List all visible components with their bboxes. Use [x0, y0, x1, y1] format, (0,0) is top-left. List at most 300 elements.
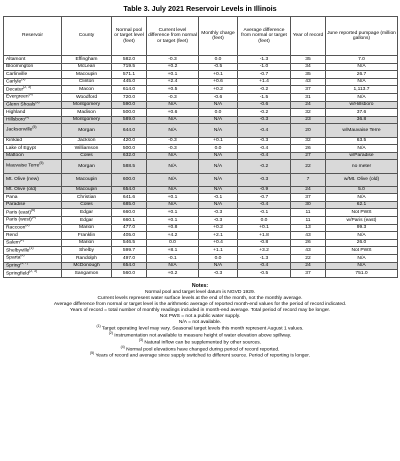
reservoir-name-cell — [4, 160, 62, 173]
county-cell: McDonough — [62, 262, 112, 270]
footnote — [3, 333, 397, 340]
pumpage-cell: 63.5 — [326, 137, 398, 145]
pumpage-cell: Not PWS — [326, 247, 398, 255]
monthly-change-cell: +0.2 — [199, 224, 238, 232]
normal-level-cell: 405.0 — [112, 232, 147, 240]
pumpage-cell: 5.0 — [326, 186, 398, 194]
pumpage-cell: w/Paradise — [326, 152, 398, 160]
avg-diff-cell: 0.0 — [238, 217, 291, 225]
normal-level-cell: 571.1 — [112, 71, 147, 79]
column-header: Current level difference from normal or target (feet) — [147, 17, 199, 56]
table-row — [4, 101, 398, 109]
pumpage-cell: 7.0 — [326, 56, 398, 64]
pumpage-cell: N/A — [326, 262, 398, 270]
normal-level-cell: 641.6 — [112, 194, 147, 202]
reservoir-name: Salem — [6, 240, 20, 246]
avg-diff-cell: -0.3 — [238, 116, 291, 124]
monthly-change-cell: N/A — [199, 116, 238, 124]
pumpage-cell: 1,113.7 — [326, 86, 398, 94]
current-diff-cell: N/A — [147, 101, 199, 109]
year-cell: 11 — [291, 217, 326, 225]
monthly-change-cell: 0.0 — [199, 56, 238, 64]
table-row — [4, 109, 398, 117]
year-cell: 24 — [291, 262, 326, 270]
table-row — [4, 224, 398, 232]
reservoir-name-cell — [4, 255, 62, 263]
monthly-change-cell: -0.6 — [199, 93, 238, 101]
footnote-marker: (4, 7) — [20, 262, 29, 265]
table-row — [4, 209, 398, 217]
table-row — [4, 56, 398, 64]
pumpage-cell: N/A — [326, 145, 398, 153]
county-cell: Jackson — [62, 137, 112, 145]
avg-diff-cell: +1.4 — [238, 78, 291, 86]
footnote — [3, 353, 397, 360]
monthly-change-cell: -0.3 — [199, 270, 238, 278]
column-header: Monthly charge (feet) — [199, 17, 238, 56]
avg-diff-cell: +1.8 — [238, 232, 291, 240]
reservoir-name-cell — [4, 101, 62, 109]
avg-diff-cell: -0.4 — [238, 201, 291, 209]
reservoir-name-cell — [4, 217, 62, 225]
county-cell: Shelby — [62, 247, 112, 255]
year-cell: 34 — [291, 63, 326, 71]
reservoir-name-cell — [4, 194, 62, 202]
table-row — [4, 78, 398, 86]
pumpage-cell: 37.6 — [326, 109, 398, 117]
county-cell: Macoupin — [62, 186, 112, 194]
county-cell: Woodford — [62, 93, 112, 101]
current-diff-cell: +0.1 — [147, 209, 199, 217]
county-cell: Macon — [62, 86, 112, 94]
header-row — [4, 17, 398, 56]
year-cell: 43 — [291, 78, 326, 86]
normal-level-cell: 660.1 — [112, 217, 147, 225]
year-cell: 30 — [291, 201, 326, 209]
reservoir-name: Bloomington — [6, 64, 34, 70]
monthly-change-cell: N/A — [199, 101, 238, 109]
pumpage-cell: 99.3 — [326, 224, 398, 232]
normal-level-cell: 445.0 — [112, 78, 147, 86]
normal-level-cell: 632.0 — [112, 152, 147, 160]
reservoir-name: Carlyle — [6, 79, 22, 85]
table-row — [4, 194, 398, 202]
county-cell: Morgan — [62, 160, 112, 173]
normal-level-cell: 719.5 — [112, 63, 147, 71]
county-cell: Coles — [62, 201, 112, 209]
current-diff-cell: +0.2 — [147, 270, 199, 278]
table-row — [4, 239, 398, 247]
year-cell: 23 — [291, 116, 326, 124]
current-diff-cell: +0.8 — [147, 224, 199, 232]
reservoir-name: Paradise — [6, 202, 26, 208]
reservoir-name: Pana — [6, 194, 18, 200]
year-cell: 32 — [291, 109, 326, 117]
reservoir-name: Mt. Olive (new) — [6, 176, 39, 182]
pumpage-cell: N/A — [326, 232, 398, 240]
reservoir-name: Kinkaid — [6, 138, 23, 144]
current-diff-cell: +0.2 — [147, 63, 199, 71]
reservoir-name: Mattoon — [6, 153, 24, 159]
notes-heading: Notes: — [191, 282, 209, 289]
pumpage-cell: N/A — [326, 93, 398, 101]
county-cell: Morgan — [62, 124, 112, 137]
county-cell: Franklin — [62, 232, 112, 240]
county-cell: Marion — [62, 239, 112, 247]
reservoir-name-cell — [4, 239, 62, 247]
monthly-change-cell: -0.3 — [199, 217, 238, 225]
normal-level-cell: 560.0 — [112, 270, 147, 278]
current-diff-cell: +0.1 — [147, 217, 199, 225]
year-cell: 37 — [291, 270, 326, 278]
monthly-change-cell: +0.1 — [199, 137, 238, 145]
normal-level-cell: 546.5 — [112, 239, 147, 247]
footnote-marker: (2) — [20, 254, 25, 258]
reservoir-levels-table — [3, 16, 398, 278]
year-cell: 13 — [291, 224, 326, 232]
year-cell: 31 — [291, 93, 326, 101]
footnote-marker: (2) — [108, 331, 113, 336]
monthly-change-cell: N/A — [199, 201, 238, 209]
reservoir-name-cell — [4, 209, 62, 217]
table-row — [4, 145, 398, 153]
pumpage-cell: Not PWS — [326, 209, 398, 217]
current-diff-cell: -0.1 — [147, 255, 199, 263]
table-title: Table 3. July 2021 Reservoir Levels in Illinois — [123, 4, 277, 13]
footnote-marker: (1) — [21, 78, 26, 82]
current-diff-cell: N/A — [147, 262, 199, 270]
table-body — [4, 56, 398, 278]
avg-diff-cell: -0.6 — [238, 101, 291, 109]
county-cell: Edgar — [62, 217, 112, 225]
reservoir-name-cell — [4, 152, 62, 160]
footnote-marker: (1) — [96, 324, 101, 329]
footnote-marker: (2, 3) — [23, 85, 32, 89]
table-row — [4, 232, 398, 240]
monthly-change-cell: +1.1 — [199, 247, 238, 255]
table-row — [4, 270, 398, 278]
footnote-marker: (2) — [19, 239, 25, 243]
table-row — [4, 124, 398, 137]
year-cell: 26 — [291, 239, 326, 247]
current-diff-cell: -0.3 — [147, 145, 199, 153]
year-cell: 35 — [291, 71, 326, 79]
year-cell: 24 — [291, 186, 326, 194]
current-diff-cell: +4.2 — [147, 232, 199, 240]
avg-diff-cell: -0.2 — [238, 86, 291, 94]
pumpage-cell: w/Paris (east) — [326, 217, 398, 225]
monthly-change-cell: -0.3 — [199, 209, 238, 217]
county-cell: Montgomery — [62, 101, 112, 109]
pumpage-cell: N/A — [326, 78, 398, 86]
column-header: Normal pool or target level (feet) — [112, 17, 147, 56]
monthly-change-cell: +2.1 — [199, 232, 238, 240]
reservoir-name: Glenn Shoals — [6, 102, 36, 108]
reservoir-name-cell — [4, 173, 62, 186]
table-row — [4, 201, 398, 209]
reservoir-name: Paris (west) — [6, 217, 32, 223]
reservoir-name: Hillsboro — [6, 117, 26, 123]
reservoir-name-cell — [4, 116, 62, 124]
current-diff-cell: N/A — [147, 116, 199, 124]
county-cell: Effingham — [62, 56, 112, 64]
reservoir-name: Rend — [6, 232, 18, 238]
table-row — [4, 186, 398, 194]
year-cell: 26 — [291, 145, 326, 153]
table-row — [4, 262, 398, 270]
normal-level-cell: 614.0 — [112, 86, 147, 94]
footnote-marker: (2, 3) — [29, 269, 38, 273]
year-cell: 35 — [291, 56, 326, 64]
avg-diff-cell: -1.5 — [238, 93, 291, 101]
footnote-text: Natural inflow can be supplemented by other sources. — [143, 340, 262, 346]
table-row — [4, 173, 398, 186]
year-cell: 24 — [291, 101, 326, 109]
reservoir-name-cell — [4, 270, 62, 278]
normal-level-cell: 497.0 — [112, 255, 147, 263]
pumpage-cell: w/Mauvaise Terre — [326, 124, 398, 137]
table-row — [4, 247, 398, 255]
pumpage-cell: N/A — [326, 255, 398, 263]
current-diff-cell: N/A — [147, 201, 199, 209]
note-line: Normal pool and target level datum is NGVD 1929. — [144, 289, 256, 295]
normal-level-cell: 477.0 — [112, 224, 147, 232]
reservoir-name: Raccoon — [6, 225, 26, 231]
year-cell: 37 — [291, 194, 326, 202]
monthly-change-cell: -0.5 — [199, 63, 238, 71]
reservoir-name-cell — [4, 145, 62, 153]
normal-level-cell: 654.0 — [112, 186, 147, 194]
normal-level-cell: 500.0 — [112, 109, 147, 117]
current-diff-cell: -0.3 — [147, 56, 199, 64]
county-cell: Marion — [62, 224, 112, 232]
monthly-change-cell: 0.0 — [199, 109, 238, 117]
normal-level-cell: 590.0 — [112, 101, 147, 109]
pumpage-cell: w/Mt. Olive (old) — [326, 173, 398, 186]
reservoir-name: Paris (east) — [6, 210, 32, 216]
footnote-marker: (1) — [29, 246, 34, 250]
footnote-marker: (5) — [90, 351, 95, 356]
reservoir-name: Mt. Olive (old) — [6, 187, 37, 193]
pumpage-cell: 26.0 — [326, 239, 398, 247]
current-diff-cell: N/A — [147, 124, 199, 137]
reservoir-name-cell — [4, 186, 62, 194]
note-line: Current levels represent water surface levels at the end of the month, not the monthly average. — [97, 296, 303, 301]
year-cell: 37 — [291, 86, 326, 94]
table-row — [4, 255, 398, 263]
normal-level-cell: 720.0 — [112, 93, 147, 101]
table-row — [4, 86, 398, 94]
pumpage-cell: 36.8 — [326, 116, 398, 124]
reservoir-name: Carlinville — [6, 71, 28, 77]
county-cell: Madison — [62, 109, 112, 117]
normal-level-cell: 685.0 — [112, 201, 147, 209]
county-cell: Christian — [62, 194, 112, 202]
footnote-marker: (6) — [31, 216, 36, 220]
note-line: Average difference from normal or target level is the arithmetic average of reported month-end values for the period of record indicated. — [53, 302, 347, 308]
column-header: June reported pumpage (million gallons) — [326, 17, 398, 56]
footnote-marker: (6) — [31, 208, 36, 212]
current-diff-cell: 0.0 — [147, 239, 199, 247]
table-row — [4, 71, 398, 79]
year-cell: 27 — [291, 152, 326, 160]
current-diff-cell: -0.3 — [147, 93, 199, 101]
footnote-text: Years of record and average since supply switched to different source. Period of reporting is longer. — [94, 353, 310, 359]
avg-diff-cell: -0.7 — [238, 194, 291, 202]
reservoir-name: Spring — [6, 263, 21, 269]
avg-diff-cell: -0.5 — [238, 270, 291, 278]
footnote-marker: (2) — [25, 224, 30, 227]
avg-diff-cell: -0.3 — [238, 173, 291, 186]
current-diff-cell: +2.4 — [147, 78, 199, 86]
county-cell: Sangamon — [62, 270, 112, 278]
current-diff-cell: +0.6 — [147, 109, 199, 117]
year-cell: 43 — [291, 247, 326, 255]
avg-diff-cell: -0.2 — [238, 160, 291, 173]
note-line: N/A = not available. — [178, 320, 222, 326]
year-cell: 43 — [291, 232, 326, 240]
reservoir-name-cell — [4, 247, 62, 255]
column-header: Average difference from normal or target (feet) — [238, 17, 291, 56]
reservoir-name-cell — [4, 56, 62, 64]
monthly-change-cell: N/A — [199, 160, 238, 173]
column-header: Reservoir — [4, 17, 62, 56]
reservoir-name-cell — [4, 137, 62, 145]
reservoir-name-cell — [4, 224, 62, 232]
table-row — [4, 160, 398, 173]
county-cell: Macoupin — [62, 173, 112, 186]
county-cell: Williamson — [62, 145, 112, 153]
monthly-change-cell: N/A — [199, 124, 238, 137]
notes-section — [3, 283, 397, 360]
footnote-text: Normal pool elevations have changed during period of record reported. — [124, 347, 280, 353]
reservoir-name-cell — [4, 124, 62, 137]
current-diff-cell: -0.3 — [147, 137, 199, 145]
footnote-text: Instrumentation not available to measure height of water elevation above spillway. — [112, 333, 292, 339]
pumpage-cell: 26.7 — [326, 71, 398, 79]
current-diff-cell: +0.1 — [147, 194, 199, 202]
county-cell: Clinton — [62, 78, 112, 86]
normal-level-cell: 582.0 — [112, 56, 147, 64]
pumpage-cell: N/A — [326, 63, 398, 71]
pumpage-cell: N/A — [326, 194, 398, 202]
current-diff-cell: N/A — [147, 186, 199, 194]
column-header: Year of record — [291, 17, 326, 56]
avg-diff-cell: -0.9 — [238, 186, 291, 194]
footnote — [3, 344, 397, 354]
monthly-change-cell: +0.6 — [199, 78, 238, 86]
table-row — [4, 93, 398, 101]
year-cell: 22 — [291, 160, 326, 173]
reservoir-name: Altamont — [6, 56, 26, 62]
current-diff-cell: +0.1 — [147, 71, 199, 79]
normal-level-cell: 660.0 — [112, 209, 147, 217]
county-cell: Montgomery — [62, 116, 112, 124]
monthly-change-cell: 0.0 — [199, 145, 238, 153]
note-line: Years of record = total number of monthly readings included in month-end average. Total period of record may be longer. — [69, 308, 331, 314]
year-cell: 32 — [291, 137, 326, 145]
year-cell: 22 — [291, 255, 326, 263]
avg-diff-cell: -0.4 — [238, 152, 291, 160]
current-diff-cell: N/A — [147, 173, 199, 186]
avg-diff-cell: -1.0 — [238, 63, 291, 71]
county-cell: McLean — [62, 63, 112, 71]
reservoir-name: Sparta — [6, 255, 21, 261]
avg-diff-cell: +0.1 — [238, 224, 291, 232]
normal-level-cell: 589.0 — [112, 116, 147, 124]
avg-diff-cell: -1.3 — [238, 56, 291, 64]
monthly-change-cell: N/A — [199, 262, 238, 270]
county-cell: Randolph — [62, 255, 112, 263]
year-cell: 7 — [291, 173, 326, 186]
normal-level-cell: 644.0 — [112, 124, 147, 137]
note-line: Not PWS = not a public water supply. — [159, 314, 241, 320]
reservoir-name: Highland — [6, 109, 26, 115]
reservoir-name-cell — [4, 63, 62, 71]
county-cell: Coles — [62, 152, 112, 160]
pumpage-cell: w/Hillsboro — [326, 101, 398, 109]
year-cell: 11 — [291, 209, 326, 217]
normal-level-cell: 420.0 — [112, 137, 147, 145]
normal-level-cell: 599.7 — [112, 247, 147, 255]
avg-diff-cell: -0.3 — [238, 137, 291, 145]
monthly-change-cell: +0.2 — [199, 86, 238, 94]
footnote — [3, 337, 397, 347]
reservoir-name: Springfield — [6, 271, 30, 277]
reservoir-name: Lake of Egypt — [6, 145, 36, 151]
avg-diff-cell: -0.8 — [238, 239, 291, 247]
reservoir-name: Shelbyville — [6, 248, 30, 254]
reservoir-name-cell — [4, 201, 62, 209]
avg-diff-cell: -0.4 — [238, 145, 291, 153]
monthly-change-cell: -0.1 — [199, 194, 238, 202]
monthly-change-cell: 0.0 — [199, 255, 238, 263]
year-cell: 20 — [291, 124, 326, 137]
footnote-marker: (5) — [35, 101, 40, 104]
reservoir-name: Evergreen — [6, 94, 29, 100]
monthly-change-cell: +0.1 — [199, 71, 238, 79]
county-cell: Macoupin — [62, 71, 112, 79]
normal-level-cell: 654.0 — [112, 262, 147, 270]
monthly-change-cell: +0.4 — [199, 239, 238, 247]
footnote-marker: (3) — [138, 337, 144, 342]
avg-diff-cell: -0.4 — [238, 124, 291, 137]
avg-diff-cell: +3.2 — [238, 247, 291, 255]
avg-diff-cell: -0.2 — [238, 109, 291, 117]
table-row — [4, 116, 398, 124]
footnote-marker: (4) — [120, 344, 125, 349]
pumpage-cell: 751.0 — [326, 270, 398, 278]
footnote-text: Target operating level may vary. Seasonal target levels this month represent August 1 values. — [100, 327, 304, 333]
footnote-marker: (5) — [39, 161, 44, 166]
table-row — [4, 137, 398, 145]
footnote-marker: (5) — [32, 125, 37, 130]
county-cell: Edgar — [62, 209, 112, 217]
avg-diff-cell: -0.4 — [238, 262, 291, 270]
reservoir-name: Decatur — [6, 87, 24, 93]
avg-diff-cell: -0.7 — [238, 71, 291, 79]
monthly-change-cell: N/A — [199, 186, 238, 194]
reservoir-name-cell — [4, 78, 62, 86]
monthly-change-cell: N/A — [199, 173, 238, 186]
current-diff-cell: +8.1 — [147, 247, 199, 255]
reservoir-name-cell — [4, 262, 62, 270]
current-diff-cell: N/A — [147, 152, 199, 160]
table-row — [4, 152, 398, 160]
current-diff-cell: +0.5 — [147, 86, 199, 94]
footnote-marker: (4) — [28, 93, 33, 97]
pumpage-cell: 62.1 — [326, 201, 398, 209]
